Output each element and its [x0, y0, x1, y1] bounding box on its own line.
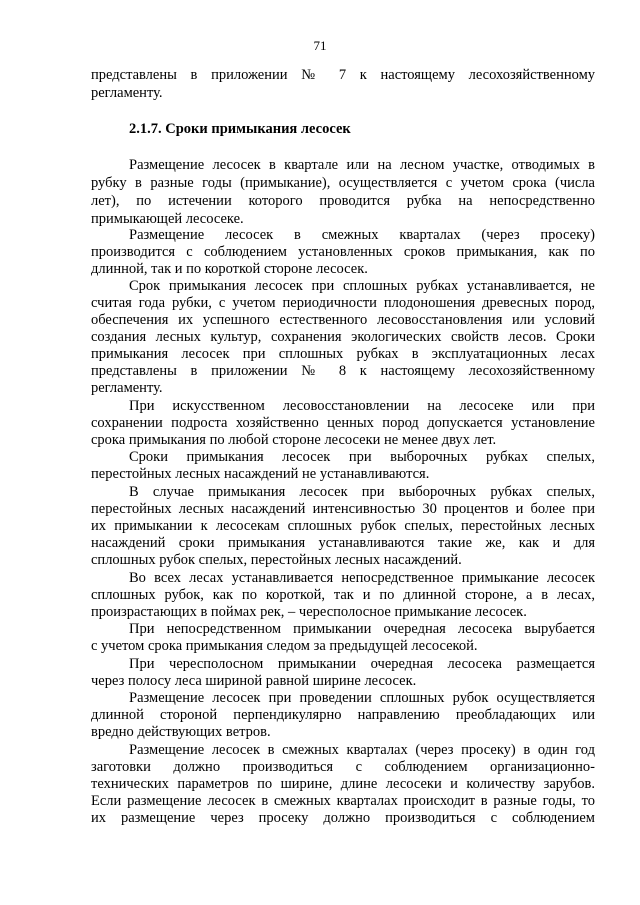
text-line: сплошных рубок, как по короткой, так и по длинной стороне, а в лесах,: [91, 587, 595, 603]
text-line: их примыкании к лесосекам сплошных рубок спелых, перестойных лесных: [91, 518, 595, 534]
text-line: Размещение лесосек в смежных кварталах (через просеку): [129, 227, 595, 243]
text-line: длинной, так и по короткой стороне лесосек.: [91, 261, 368, 277]
text-line: заготовки должно производиться с соблюдением организационно-: [91, 759, 595, 775]
text-line: В случае примыкания лесосек при выборочных рубках спелых,: [129, 484, 595, 500]
text-line: технических параметров по ширине, длине лесосеки и количеству зарубов.: [91, 776, 595, 792]
text-line: Размещение лесосек в смежных кварталах (через просеку) в один год: [129, 742, 595, 758]
text-line: их размещение через просеку должно производиться с соблюдением: [91, 810, 595, 826]
text-line: Сроки примыкания лесосек при выборочных рубках спелых,: [129, 449, 595, 465]
text-line: Во всех лесах устанавливается непосредственное примыкание лесосек: [129, 570, 595, 586]
text-line: сплошных рубок спелых, перестойных лесных насаждений.: [91, 552, 462, 568]
text-line: При непосредственном примыкании очередная лесосека вырубается: [129, 621, 595, 637]
text-line: примыкания лесосек при сплошных рубках в эксплуатационных лесах: [91, 346, 595, 362]
text-line: представлены в приложении № 8 к настоящему лесохозяйственному: [91, 363, 595, 379]
text-line: регламенту.: [91, 380, 163, 396]
text-line: сохранении подроста хозяйственно ценных пород допускается установление: [91, 415, 595, 431]
text-line: Размещение лесосек при проведении сплошных рубок осуществляется: [129, 690, 595, 706]
text-line: обеспечения их успешного естественного лесовосстановления или условий: [91, 312, 595, 328]
text-line: через полосу леса шириной равной ширине лесосек.: [91, 673, 417, 689]
text-line: с учетом срока примыкания следом за предыдущей лесосекой.: [91, 638, 478, 654]
text-line: перестойных лесных насаждений не устанавливаются.: [91, 466, 430, 482]
text-line: представлены в приложении № 7 к настоящему лесохозяйственному: [91, 67, 595, 83]
text-line: производится с соблюдением установленных сроков примыкания, как по: [91, 244, 595, 260]
text-line: создания лесных культур, сохранения экологических свойств лесов. Сроки: [91, 329, 595, 345]
text-line: срока примыкания по любой стороне лесосеки не менее двух лет.: [91, 432, 497, 448]
text-line: насаждений сроки примыкания устанавливаются такие же, как и для: [91, 535, 595, 551]
text-line: считая года рубки, с учетом периодичности плодоношения древесных пород,: [91, 295, 595, 311]
text-line: Срок примыкания лесосек при сплошных рубках устанавливается, не: [129, 278, 595, 294]
text-line: регламенту.: [91, 85, 163, 101]
text-line: Если размещение лесосек в смежных кварталах происходит в разные годы, то: [91, 793, 595, 809]
text-line: длинной стороной перпендикулярно направлению преобладающих или: [91, 707, 595, 723]
text-line: примыкающей лесосеке.: [91, 211, 244, 227]
page-number: 71: [313, 38, 327, 53]
text-line: вредно действующих ветров.: [91, 724, 271, 740]
text-line: Размещение лесосек в квартале или на лесном участке, отводимых в: [129, 157, 595, 173]
section-heading: 2.1.7. Сроки примыкания лесосек: [129, 121, 351, 137]
text-line: лет), по истечении которого проводится рубка на непосредственно: [91, 193, 595, 209]
text-line: произрастающих в поймах рек, – чересполосное примыкание лесосек.: [91, 604, 527, 620]
text-line: При чересполосном примыкании очередная лесосека размещается: [129, 656, 595, 672]
text-line: рубку в разные годы (примыкание), осуществляется с учетом срока (числа: [91, 175, 595, 191]
text-line: При искусственном лесовосстановлении на лесосеке или при: [129, 398, 595, 414]
text-line: перестойных лесных насаждений интенсивностью 30 процентов и более при: [91, 501, 595, 517]
